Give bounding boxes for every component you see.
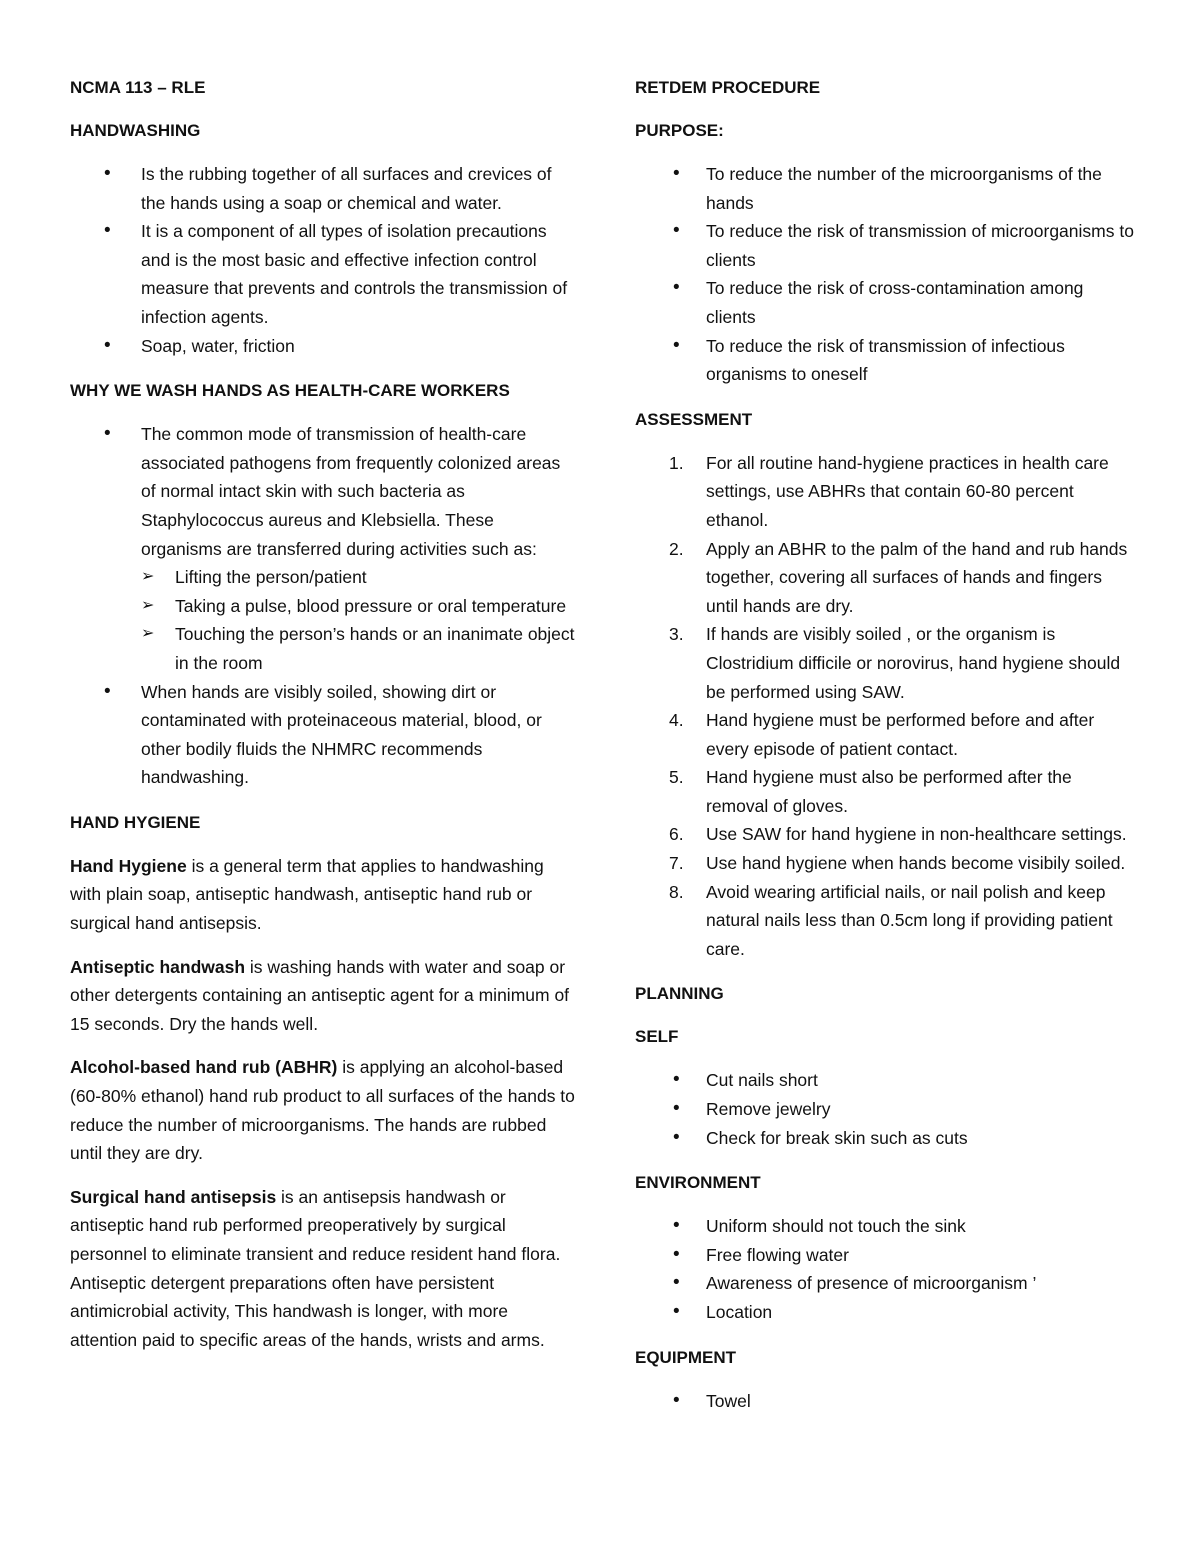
assessment-heading: ASSESSMENT [635,409,753,429]
why-item-text: The common mode of transmission of health-care associated pathogens from frequently colonized areas of normal intact skin with such bacteria as Staphylococcus aureus and Klebsiella. These organisms are transferred during activities such as: [141,424,561,559]
definition-text: is washing hands with water and soap or other detergents containing an antiseptic agent for a minimum of 15 seconds. Dry the hands well. [70,956,570,1034]
item-text: For all routine hand-hygiene practices in health care settings, use ABHRs that contain 60-80 percent ethanol. [706,452,1109,530]
purpose-heading: PURPOSE: [635,121,724,140]
list-item: • It is a component of all types of isolation precautions and is the most basic and effective infection control measure that prevents and controls the transmission of infection agents. [70,217,575,331]
list-item: • Location [635,1298,1135,1327]
hand-hygiene-heading: HAND HYGIENE [70,812,201,832]
definition-abhr [70,1053,575,1167]
numbered-item [635,878,1135,964]
sub-list-item: ➢ Lifting the person/patient [141,563,575,592]
environment-list [635,1212,1135,1326]
list-item: • When hands are visibly soiled, showing dirt or contaminated with proteinaceous material, blood, or other bodily fluids the NHMRC recommends handwashing. [70,678,575,792]
item-number: 3. [669,624,684,645]
definition-text: is a general term that applies to handwashing with plain soap, antiseptic handwash, antiseptic hand rub or surgical hand antisepsis. [70,855,544,934]
definition-antiseptic-handwash [70,953,575,1039]
list-item: • To reduce the number of the microorganisms of the hands [635,160,1135,217]
item-text: If hands are visibly soiled , or the organism is Clostridium difficile or norovirus, hand hygiene should be performed using SAW. [706,624,1121,702]
list-item: • To reduce the risk of cross-contamination among clients [635,274,1135,331]
list-item: • Cut nails short [635,1066,1135,1095]
numbered-item [635,535,1135,621]
handwashing-heading: HANDWASHING [70,121,201,140]
item-number: 1. [669,452,684,473]
assessment-list [635,449,1135,964]
procedure-title: RETDEM PROCEDURE [635,78,821,97]
list-item: • To reduce the risk of transmission of microorganisms to clients [635,217,1135,274]
item-text: Use hand hygiene when hands become visibily soiled. [706,853,1126,874]
list-item: • Soap, water, friction [70,332,575,361]
definition-term: Surgical hand antisepsis [70,1186,277,1207]
list-item: • Uniform should not touch the sink [635,1212,1135,1241]
purpose-list [635,160,1135,389]
definition-text: is an antisepsis handwash or antiseptic hand rub performed preoperatively by surgical personnel to eliminate transient and reduce resident hand flora. Antiseptic detergent preparations often have persistent antimicrobial activity, This handwash is longer, with more attention paid to specific areas of the hands, wrists and arms. [70,1186,561,1350]
definition-text: is applying an alcohol-based (60-80% ethanol) hand rub product to all surfaces of the hands to reduce the number of microorganisms. The hands are rubbed until they are dry. [70,1057,575,1164]
item-number: 8. [669,881,684,902]
right-column [635,74,1135,1415]
numbered-item [635,849,1135,878]
item-number: 5. [669,767,684,788]
item-number: 4. [669,710,684,731]
planning-heading: PLANNING [635,984,724,1004]
equipment-heading: EQUIPMENT [635,1347,737,1367]
list-item: • Is the rubbing together of all surfaces and crevices of the hands using a soap or chemical and water. [70,160,575,217]
item-text: Hand hygiene must also be performed after the removal of gloves. [706,767,1072,816]
definition-term: Hand Hygiene [70,855,187,876]
item-text: Avoid wearing artificial nails, or nail polish and keep natural nails less than 0.5cm long if providing patient care. [706,881,1113,959]
numbered-item [635,820,1135,849]
sub-list-item: ➢ Taking a pulse, blood pressure or oral temperature [141,592,575,621]
handwashing-list [70,160,575,360]
left-column [70,74,575,1354]
numbered-item [635,763,1135,820]
list-item [70,420,575,677]
list-item: • Remove jewelry [635,1095,1135,1124]
definition-term: Antiseptic handwash [70,956,246,977]
definition-term: Alcohol-based hand rub (ABHR) [70,1057,338,1078]
why-heading: WHY WE WASH HANDS AS HEALTH-CARE WORKERS [70,381,510,401]
list-item: • To reduce the risk of transmission of infectious organisms to oneself [635,332,1135,389]
self-list [635,1066,1135,1152]
definition-hand-hygiene [70,852,575,938]
numbered-item [635,449,1135,535]
list-item: • Towel [635,1387,1135,1416]
sub-list-item: ➢ Touching the person’s hands or an inanimate object in the room [141,620,575,677]
item-text: Hand hygiene must be performed before and after every episode of patient contact. [706,710,1095,759]
item-number: 6. [669,824,684,845]
why-list [70,420,575,792]
list-item: • Free flowing water [635,1241,1135,1270]
item-number: 7. [669,853,684,874]
activity-sublist [141,563,575,677]
environment-heading: ENVIRONMENT [635,1173,761,1193]
list-item: • Awareness of presence of microorganism ’ [635,1269,1135,1298]
definition-surgical-antisepsis [70,1183,575,1355]
course-title: NCMA 113 – RLE [70,78,206,97]
item-text: Use SAW for hand hygiene in non-healthcare settings. [706,824,1127,845]
numbered-item [635,620,1135,706]
item-text: Apply an ABHR to the palm of the hand and rub hands together, covering all surfaces of hands and fingers until hands are dry. [706,538,1128,616]
numbered-item [635,706,1135,763]
list-item: • Check for break skin such as cuts [635,1124,1135,1153]
item-number: 2. [669,538,684,559]
equipment-list [635,1387,1135,1416]
self-heading: SELF [635,1027,679,1047]
